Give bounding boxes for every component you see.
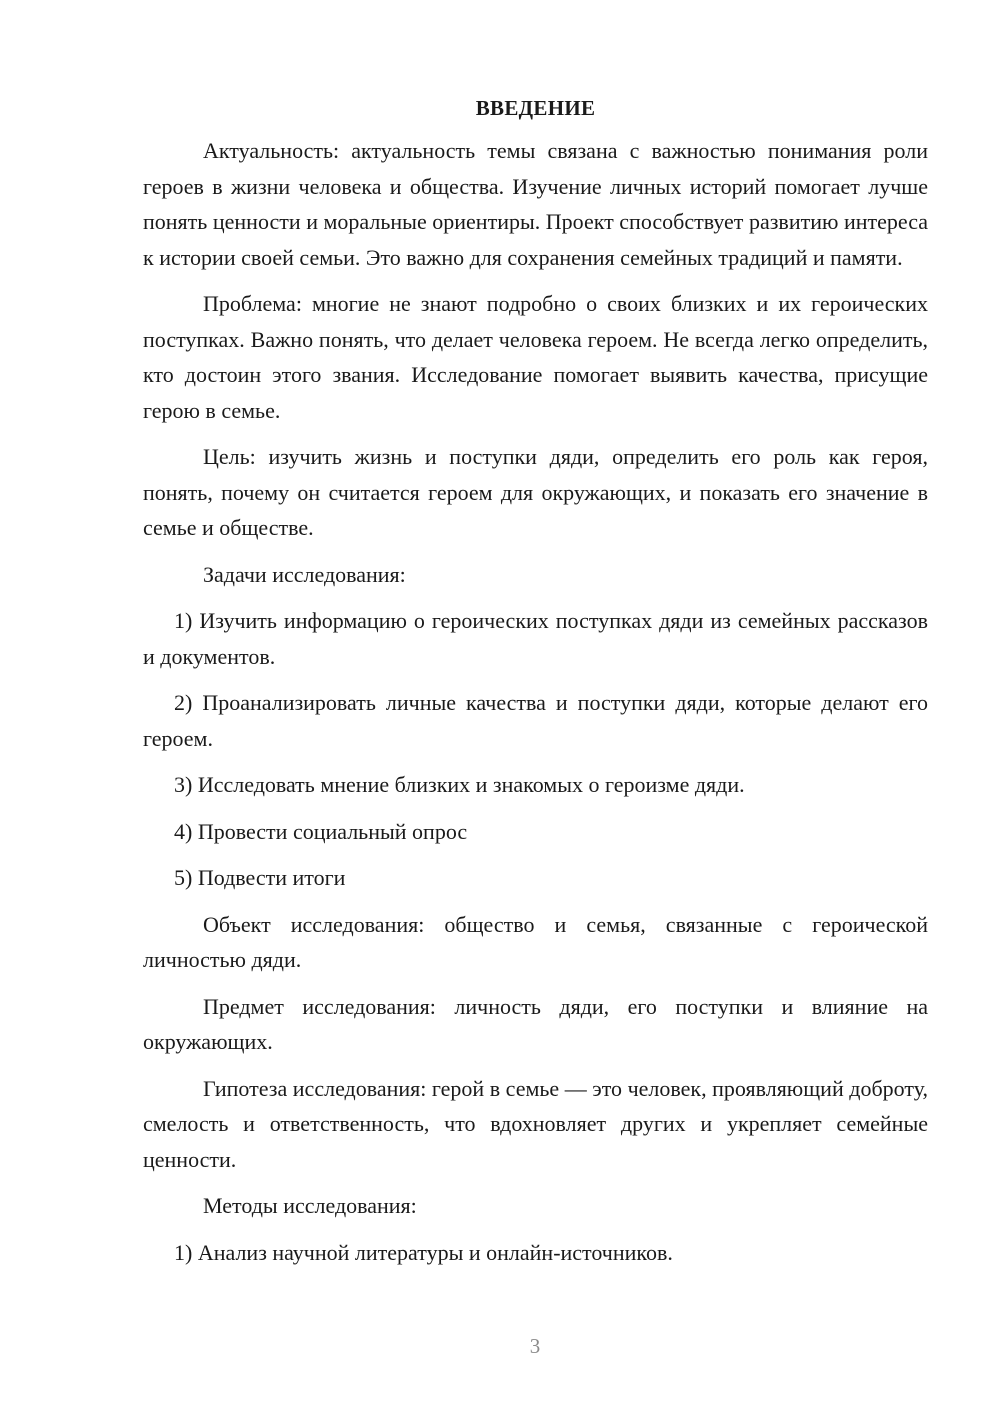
text-body xyxy=(143,96,928,1281)
tasks-heading: Задачи исследования: xyxy=(203,561,406,587)
task-item-2: 2) Проанализировать личные качества и поступки дяди, которые делают его героем. xyxy=(143,690,928,751)
paragraph-hypothesis: Гипотеза исследования: герой в семье — это человек, проявляющий доброту, смелость и ответственность, что вдохновляет других и укрепляет семейные ценности. xyxy=(143,1075,928,1172)
page-number: 3 xyxy=(529,1334,541,1358)
method-item-1: 1) Анализ научной литературы и онлайн-источников. xyxy=(174,1239,673,1265)
paragraph-relevance: Актуальность: актуальность темы связана с важностью понимания роли героев в жизни человека и общества. Изучение личных историй помогает лучше понять ценности и моральные ориентиры. Проект способствует развитию интереса к истории своей семьи. Это важно для сохранения семейных традиций и памяти. xyxy=(143,138,928,270)
paragraph-subject: Предмет исследования: личность дяди, его поступки и влияние на окружающих. xyxy=(143,993,928,1054)
paragraph-object: Объект исследования: общество и семья, связанные с героической личностью дяди. xyxy=(143,911,928,972)
task-item-3: 3) Исследовать мнение близких и знакомых о героизме дяди. xyxy=(174,772,745,797)
task-item-1: 1) Изучить информацию о героических поступках дяди из семейных рассказов и документов. xyxy=(143,608,928,669)
task-item-5: 5) Подвести итоги xyxy=(174,865,346,890)
paragraph-goal: Цель: изучить жизнь и поступки дяди, определить его роль как героя, понять, почему он считается героем для окружающих, и показать его значение в семье и обществе. xyxy=(143,444,928,540)
paragraph-problem: Проблема: многие не знают подробно о своих близких и их героических поступках. Важно понять, что делает человека героем. Не всегда легко определить, кто достоин этого звания. Исследование помогает выявить качества, присущие герою в семье. xyxy=(143,291,928,423)
section-title: ВВЕДЕНИЕ xyxy=(475,96,596,120)
methods-heading: Методы исследования: xyxy=(203,1193,417,1218)
task-item-4: 4) Провести социальный опрос xyxy=(174,818,468,844)
